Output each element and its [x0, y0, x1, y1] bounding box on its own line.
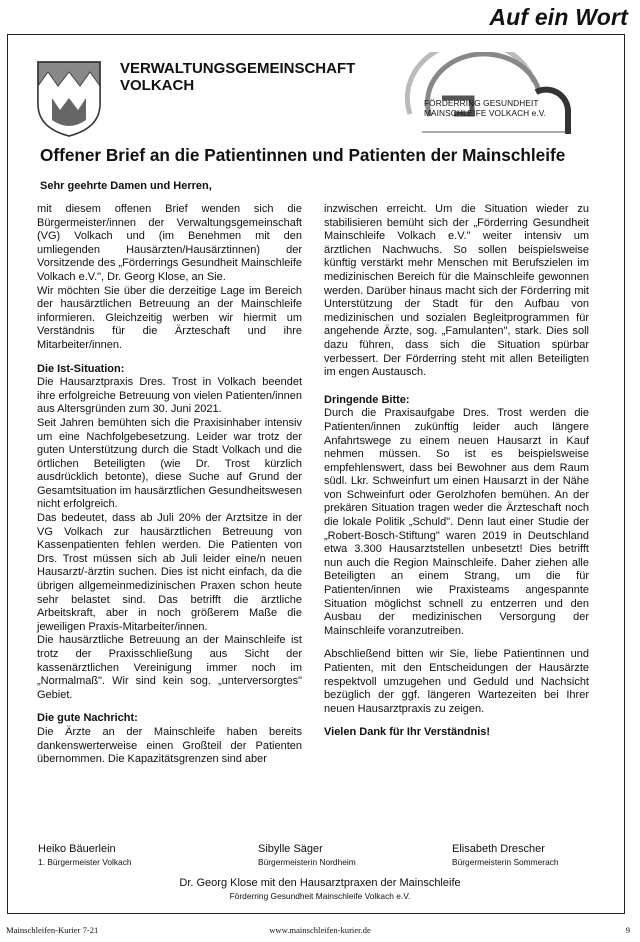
- fg-name-line1: FÖRDERRING GESUNDHEIT: [424, 98, 539, 108]
- ist-paragraph-4: Die hausärztliche Betreuung an der Mainschleife ist trotz der Praxisschließung aus Sicht der kassenärztlichen Vereinigung immer noch im „Normalmaß". Wir sind kein sog. „unterversorgtes" Gebiet.: [37, 634, 302, 701]
- vg-logo-text: [120, 60, 355, 94]
- foerderring-logo-text: [424, 98, 546, 118]
- ist-paragraph-3: Das bedeutet, dass ab Juli 20% der Arztsitze in der VG Volkach zur hausärztlichen Betreuung von Kassenpatienten fehlen werden. Die Patienten von Drs. Trost müssen sich ab Juli leider eine/n neuen Hausarzt/-ärztin suchen. Dies ist nicht einfach, da die übrigen allgemeinmedizinischen Praxen schon heute sehr belastet sind. Das betrifft die ärztliche Arbeitskraft, aber in noch größerem Maße die jeweiligen Praxis-Mitarbeiter/innen.: [37, 512, 302, 633]
- urgent-request-paragraph: Durch die Praxisaufgabe Dres. Trost werden die Patienten/innen zukünftig leider auch längere Anfahrtswege zu einem neuen Hausarzt in Kauf nehmen müssen. So ist es beispielsweise empfehlenswert, dass bei Bewohner aus dem Raum südl. Lkr. Schweinfurt um einen Hausarzt in der Nähe von Schweinfurt oder Gerolzhofen bemühen. An der prekären Situation tragen weder die Ärzteschaft noch die lokale Politik „Schuld". Denn laut einer Studie der „Robert-Bosch-Stiftung" waren 2019 in Deutschland etwa 3.300 Hausarztstellen unbesetzt! Dies betrifft nun auch die Region Mainschleife. Daher ziehen alle Beteiligten an einem Strang, um die für Patienten/innen wie Praxisteams angespannte Situation möglichst schnell zu entzerren und den Ausbau der medizinischen Versorgung der Mainschleife voranzutreiben.: [324, 407, 589, 637]
- signature-name: Heiko Bäuerlein: [38, 843, 116, 855]
- ist-situation-heading: Die Ist-Situation:: [37, 362, 125, 375]
- text-column-right: [324, 203, 589, 740]
- letter-title: Offener Brief an die Patientinnen und Patienten der Mainschleife: [40, 145, 566, 165]
- salutation: Sehr geehrte Damen und Herren,: [40, 180, 212, 192]
- vg-name-line2: VOLKACH: [120, 77, 195, 94]
- intro-paragraph-2: Wir möchten Sie über die derzeitige Lage im Bereich der hausärztlichen Betreuung an der Mainschleife informieren. Gleichzeitig werben wir hiermit um Verständnis für die Ärzteschaft und ihre Mitarbeiter/innen.: [37, 284, 302, 351]
- section-title: Auf ein Wort: [489, 4, 628, 30]
- footer-page-number: 9: [625, 925, 630, 935]
- closing-signature-role: Förderring Gesundheit Mainschleife Volkach e.V.: [229, 891, 411, 901]
- urgent-request-heading: Dringende Bitte:: [324, 393, 410, 406]
- vg-name-line1: VERWALTUNGSGEMEINSCHAFT: [120, 60, 356, 77]
- ist-paragraph-1: Die Hausarztpraxis Dres. Trost in Volkach beendet ihre erfolgreiche Betreuung von vielen Patienten/innen aus Altersgründen zum 30. Juni 2021.: [37, 376, 302, 416]
- signature-role: Bürgermeisterin Sommerach: [452, 857, 559, 867]
- good-news-paragraph-continued: inzwischen erreicht. Um die Situation wieder zu stabilisieren bemüht sich der „Förderring Gesundheit Mainschleife Volkach e.V." weiter intensiv um ärztlichen Nachwuchs. So sollen beispielsweise künftig verstärkt mehr Menschen mit Berufszielen im medizinischen Bereich für die Mainschleife gewonnen werden. Darüber hinaus macht sich der Förderring mit Unterstützung der Stadt für den Aufbau von medizinischen und sozialen Begleitprogrammen für angehende Ärzte, sog. „Famulanten", stark. Dies soll dazu führen, dass sich die Situation spürbar verbessert. Der Förderring steht mit allen Beteiligten im engen Austausch.: [324, 203, 589, 379]
- ist-paragraph-2: Seit Jahren bemühten sich die Praxisinhaber intensiv um eine Nachfolgebesetzung. Leider war trotz der guten Unterstützung durch die Stadt Volkach und die örtlichen Beteiligten (wie Dr. Trost kürzlich ausdrücklich betonte), diese Suche auf Grund der Gesamtsituation im hausärztlichen Gesundheitswesen nicht erfolgreich.: [37, 416, 302, 511]
- good-news-paragraph: Die Ärzte an der Mainschleife haben bereits dankenswerterweise einen Großteil der Patienten übernommen. Die Kapazitätsgrenzen sind aber: [37, 725, 302, 766]
- intro-paragraph: mit diesem offenen Brief wenden sich die Bürgermeister/innen der Verwaltungsgemeinschaft (VG) Volkach und (im Benehmen mit den umliegenden Hausärzten/Hausärztinnen) der Vorsitzende des „Förderrings Gesundheit Mainschleife Volkach e.V.", Dr. Georg Klose, an Sie.: [37, 203, 302, 283]
- footer-issue: Mainschleifen-Kurier 7-21: [6, 925, 99, 935]
- closing-signature-name: Dr. Georg Klose mit den Hausarztpraxen der Mainschleife: [179, 877, 461, 889]
- thanks-line: Vielen Dank für Ihr Verständnis!: [324, 726, 491, 739]
- signature-klose: [0, 876, 640, 902]
- signature-name: Sibylle Säger: [258, 843, 323, 855]
- signature-baeuerlein: [38, 842, 132, 868]
- signature-role: 1. Bürgermeister Volkach: [38, 857, 132, 867]
- signature-saeger: [258, 842, 356, 868]
- foerderring-logo-icon: [386, 52, 576, 134]
- signature-role: Bürgermeisterin Nordheim: [258, 857, 356, 867]
- fg-name-line2: MAINSCHLEIFE VOLKACH e.V.: [424, 108, 547, 118]
- footer-website: www.mainschleifen-kurier.de: [269, 925, 371, 935]
- signature-name: Elisabeth Drescher: [452, 843, 545, 855]
- good-news-heading: Die gute Nachricht:: [37, 712, 138, 725]
- signature-drescher: [452, 842, 559, 868]
- coat-of-arms-icon: [34, 58, 104, 138]
- closing-paragraph: Abschließend bitten wir Sie, liebe Patientinnen und Patienten, mit den Entscheidungen der Hausärzte respektvoll umzugehen und Geduld und Nachsicht bezüglich der ggf. längeren Wartezeiten bei Ihrer neuen Hausarztpraxis zu zeigen.: [324, 648, 589, 715]
- text-column-left: [37, 203, 302, 767]
